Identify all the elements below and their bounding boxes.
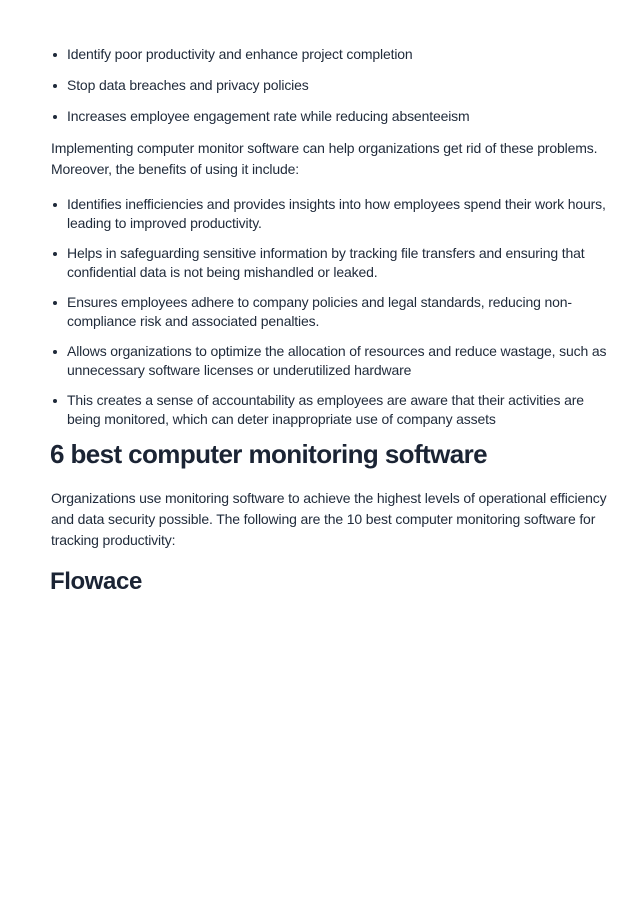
benefits-intro-paragraph: Implementing computer monitor software can help organizations get rid of these problems. Moreover, the benefits of using it include:	[51, 140, 598, 177]
intro-bullet-list	[51, 45, 611, 138]
subheading: Flowace	[50, 568, 142, 595]
benefits-bullet-list	[51, 195, 611, 440]
list-item: Helps in safeguarding sensitive information by tracking file transfers and ensuring that confidential data is not being mishandled or leaked.	[51, 244, 611, 282]
list-item: This creates a sense of accountability as employees are aware that their activities are being monitored, which can deter inappropriate use of company assets	[51, 391, 611, 429]
list-item: Increases employee engagement rate while reducing absenteeism	[51, 107, 611, 126]
list-item: Stop data breaches and privacy policies	[51, 76, 611, 95]
list-item: Allows organizations to optimize the allocation of resources and reduce wastage, such as unnecessary software licenses or underutilized hardware	[51, 342, 611, 380]
list-item: Identifies inefficiencies and provides insights into how employees spend their work hours, leading to improved productivity.	[51, 195, 611, 233]
section-heading: 6 best computer monitoring software	[50, 439, 487, 469]
list-item: Identify poor productivity and enhance project completion	[51, 45, 611, 64]
section-intro-paragraph: Organizations use monitoring software to achieve the highest levels of operational efficiency and data security possible. The following are the 10 best computer monitoring software for tracking productivity:	[51, 490, 607, 548]
list-item: Ensures employees adhere to company policies and legal standards, reducing non-compliance risk and associated penalties.	[51, 293, 611, 331]
